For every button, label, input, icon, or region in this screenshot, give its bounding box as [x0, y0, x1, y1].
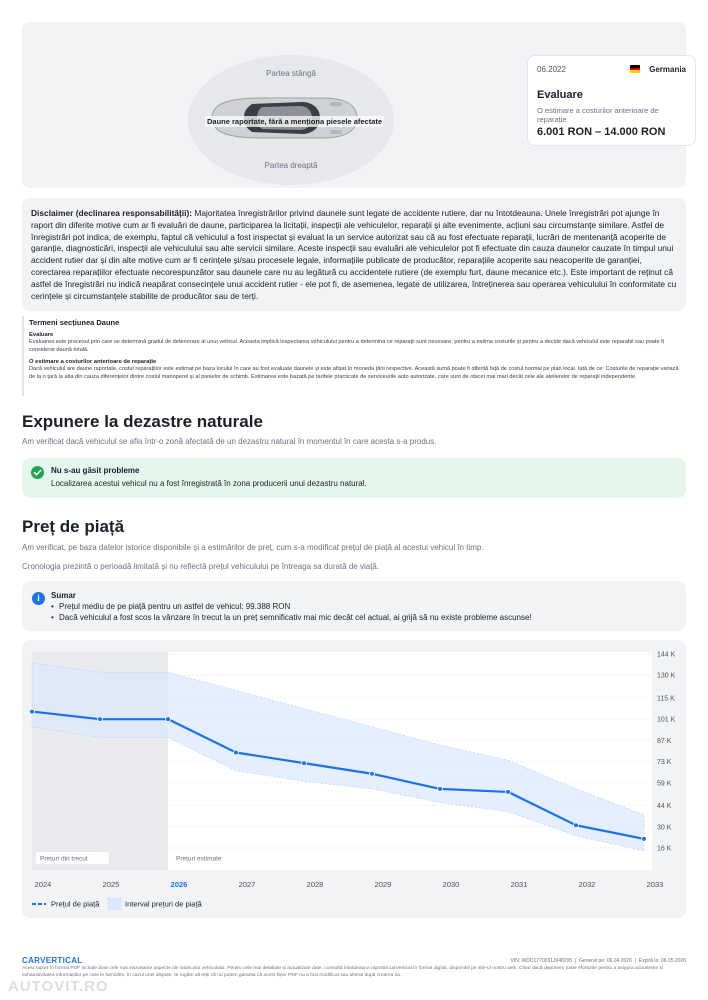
left-side-label: Partea stângă: [266, 69, 316, 78]
market-price-title: Preț de piață: [22, 517, 125, 536]
estimated-prices-label: [172, 852, 238, 864]
term-text: Dacă vehiculul are daune raportate, costul reparațiilor este estimat pe baza locului în care au fost evaluate daunele și este afișat în moneda țării respective. Această sumă poate fi diferită față de costul normal pe plan local. Iată de ce: Costurile de reparație variază de la o țară la alta din cauza diferențelor dintre costul manoperei și al pieselor de schimb. Estimarea este bazată pe tarifele practicate de serviceurile auto autorizate, care sunt de obicei mai mari decât cele ale atelierelor de reparații independente.: [29, 366, 679, 380]
damage-card: [22, 22, 686, 188]
summary-box: [22, 581, 686, 631]
y-tick-label: 144 K: [657, 651, 676, 659]
region-label-text: Prețuri din trecut: [40, 855, 88, 863]
terms-title: Termeni secțiunea Daune: [29, 318, 120, 327]
natural-disasters-title: Expunere la dezastre naturale: [22, 412, 263, 431]
y-tick-label: 101 K: [657, 716, 676, 724]
chart-legend: [32, 898, 203, 910]
natural-disasters-result-text: Localizarea acestui vehicul nu a fost înregistrată în zona producerii unui dezastru natural.: [51, 479, 367, 488]
x-tick-label: 2024: [34, 880, 52, 889]
y-tick-label: 59 K: [657, 780, 672, 788]
natural-disasters-result-title: Nu s-au găsit probleme: [51, 466, 140, 475]
market-price-point: [438, 786, 443, 791]
x-tick-label: 2029: [374, 880, 392, 889]
term-heading: Evaluare: [29, 332, 54, 338]
summary-item: • Dacă vehiculul a fost scos la vânzare în trecut la un preț semnificativ mai mic decât cel actual, ai grijă să nu existe probleme ascunse!: [51, 613, 532, 624]
carvertical-logo: CARVERTICAL: [22, 956, 83, 965]
footer-generated: Generat pe: 06.04.2026: [579, 958, 632, 964]
market-price-point: [98, 717, 103, 722]
term-text: Evaluarea este procesul prin care se determină gradul de deteriorare al unui vehicul. Aceasta implică inspectarea vehiculului pentru a determina ce reparații sunt necesare, pentru a estima costurile și pentru a decide dacă vehiculul este reparabil sau poate fi considerat daună totală.: [29, 339, 664, 353]
market-price-subtitle: Am verificat, pe baza datelor istorice disponibile și a estimărilor de preț, cum s-a modificat prețul de piață al acestui vehicul în timp.: [22, 543, 484, 552]
y-tick-label: 30 K: [657, 824, 672, 832]
market-price-point: [506, 790, 511, 795]
x-tick-label: 2032: [578, 880, 596, 889]
market-price-point: [302, 761, 307, 766]
natural-disasters-subtitle: Am verificat dacă vehiculul se afla într-o zonă afectată de un dezastru natural în momentul în care acesta s-a produs.: [22, 437, 437, 446]
evaluation-description: O estimare a costurilor anterioare de reparație: [537, 106, 659, 124]
summary-item: • Prețul mediu de pe piață pentru un astfel de vehicul: 99.388 RON: [51, 602, 532, 613]
y-tick-label: 44 K: [657, 803, 672, 811]
y-tick-label: 130 K: [657, 672, 676, 680]
terms-section: [22, 316, 686, 396]
disclaimer-label: Disclaimer (declinarea responsabilității):: [31, 208, 193, 218]
germany-flag-icon: [630, 65, 640, 73]
footer-meta: VIN: WDD1770031J048295 | Generat pe: 06.04.2026 | Expiră la: 06.05.2026: [510, 958, 686, 964]
legend-band-label: Interval prețuri de piață: [125, 899, 202, 909]
disclaimer-text: Majoritatea înregistrărilor privind daunele sunt legate de accidente rutiere, dar nu întotdeauna. Unele înregistrări pot ajunge în raport din diferite motive cum ar fi evaluări de daune, participarea la licitații, inspecții ale vehiculelor, reparații și alte evenimente, acțiuni sau circumstanțe similare. Astfel de înregistrări pot indica, de exemplu, faptul că vehiculul a fost inspectat și evaluat la un service autorizat sau că au fost efectuate reparații, lucrări de mentenanță acoperite de garanție, diagnosticări, inspecții ale vehiculului sau alte servicii similare. Aceste inspecții sau evaluări ale vehiculelor pot fi efectuate din cauza daunelor cauzate în timpul unui accident rutier dar și din alte motive cum ar fi cerințele și/sau procesele legale, informațiile publicate de producător, reparațiile acoperite sau neacoperite de garanției, corectarea reparațiilor efectuate necorespunzător sau daunele care nu au legătură cu accidentele rutiere (de exemplu furt, daune mecanice etc.). Este important de reținut că astfel de înregistrări nu indică neapărat consecințele unui accident rutier - ele pot fi, de asemenea, legate de utilizarea, întreținerea sau operarea vehiculului în conformitate cu cerințele și circumstanțele stabilite de producător sau de terți.: [31, 208, 677, 301]
check-circle-icon: [31, 466, 44, 479]
x-tick-label: 2030: [442, 880, 460, 889]
market-price-point: [166, 717, 171, 722]
y-tick-label: 115 K: [657, 695, 675, 703]
footer-text: Acest raport în format PDF include doar cele mai importante aspecte ale istoricului vehiculului. Pentru cele mai detaliate și actualizate date, consultă întotdeauna raportul carVertical în format digital, disponibil pe site-ul nostru web. Chiar dacă depunem toate eforturile pentru a asigura acuratețea și exhaustivitatea informațiilor pe care le furnizăm, în cazul unei dispute, te rugăm să reții că nu putem garanta că acest fișier PDF nu a fost modificat sau alterat după crearea sa.: [22, 966, 664, 978]
x-tick-label: 2031: [510, 880, 528, 889]
disclaimer-box: [22, 198, 686, 311]
footer-vin: VIN: WDD1770031J048295: [510, 958, 573, 964]
evaluation-card: [527, 55, 696, 146]
market-price-point: [30, 709, 35, 714]
summary-list: [51, 602, 532, 623]
term-heading: O estimare a costurilor anterioare de reparație: [29, 359, 157, 365]
x-tick-label: 2027: [238, 880, 256, 889]
damage-note: Daune raportate, fără a menționa piesele afectate: [207, 117, 383, 126]
market-price-note: Cronologia prezintă o perioadă limitată și nu reflectă prețul vehiculului pe întreaga sa durată de viață.: [22, 562, 380, 571]
evaluation-country: Germania: [649, 65, 686, 74]
natural-disasters-result: [22, 458, 686, 498]
x-tick-label: 2026: [170, 880, 188, 889]
price-chart-svg: [22, 640, 686, 918]
legend-line-label: Prețul de piață: [51, 899, 100, 909]
x-tick-label: 2033: [646, 880, 664, 889]
market-price-point: [234, 750, 239, 755]
region-label-text: Prețuri estimate: [176, 855, 222, 863]
evaluation-cost-range: 6.001 RON – 14.000 RON: [537, 126, 666, 138]
x-tick-label: 2028: [306, 880, 324, 889]
market-price-point: [370, 771, 375, 776]
y-tick-label: 87 K: [657, 737, 672, 745]
market-price-chart: [22, 640, 686, 918]
market-price-point: [642, 837, 647, 842]
market-price-point: [574, 823, 579, 828]
y-tick-label: 73 K: [657, 759, 672, 767]
legend-band-swatch: [108, 898, 121, 910]
summary-title: Sumar: [51, 591, 76, 600]
watermark: AUTOVIT.RO: [8, 978, 109, 995]
x-tick-label: 2025: [102, 880, 120, 889]
info-icon: i: [32, 592, 45, 605]
past-prices-label: [36, 852, 109, 864]
right-side-label: Partea dreaptă: [264, 161, 318, 170]
evaluation-date: 06.2022: [537, 65, 566, 74]
y-tick-label: 16 K: [657, 845, 672, 853]
footer-expires: Expiră la: 06.05.2026: [638, 958, 686, 964]
evaluation-title: Evaluare: [537, 89, 583, 101]
